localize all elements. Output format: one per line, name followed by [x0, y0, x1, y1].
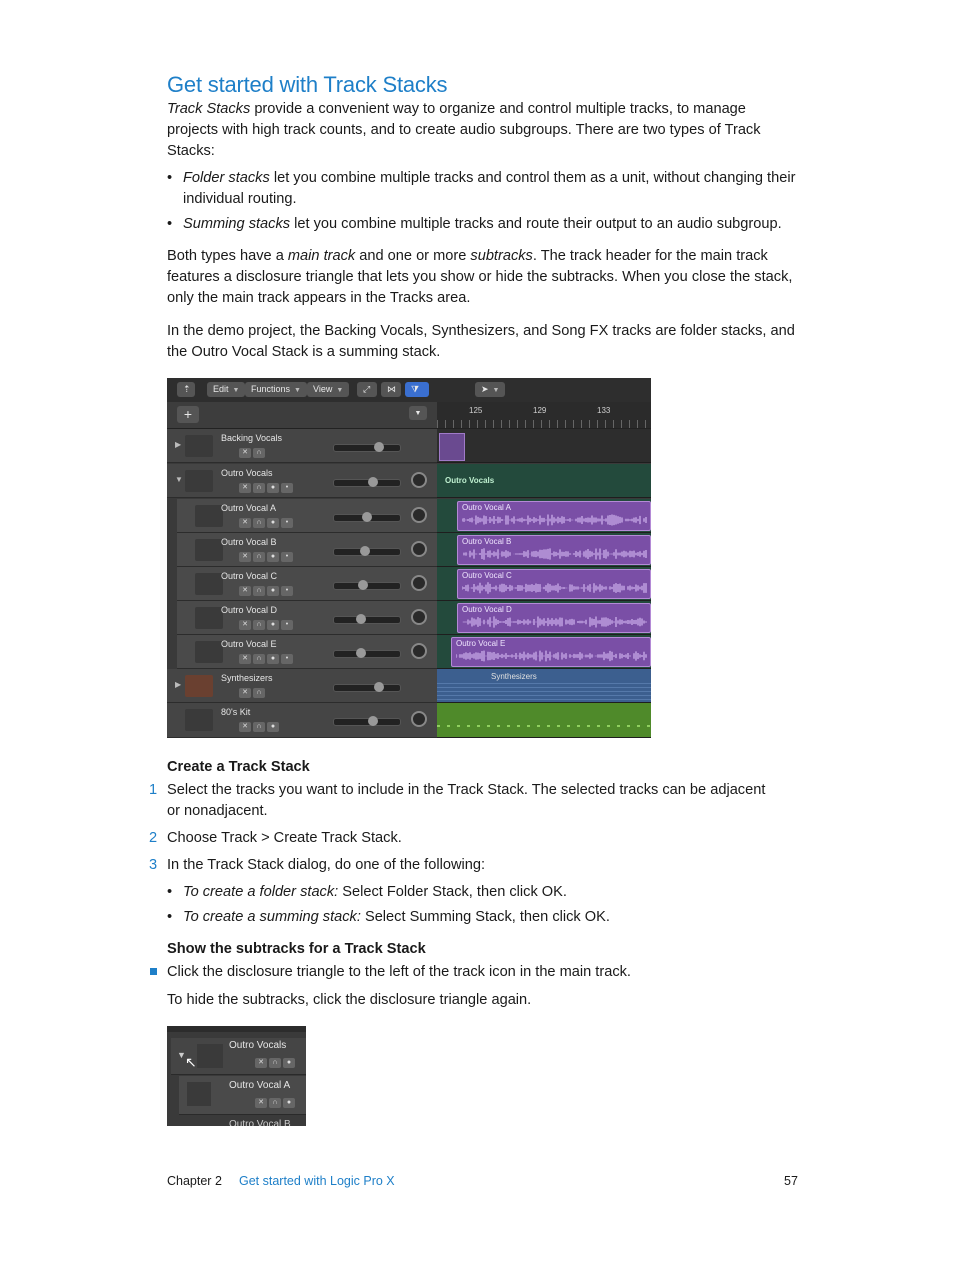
lane-outro-vocal-d[interactable] — [437, 601, 651, 635]
track-outro-vocal-b[interactable] — [177, 533, 437, 567]
type-item-folder — [183, 168, 798, 210]
record-icon[interactable]: ● — [267, 722, 279, 732]
region-outro-vocal-b[interactable] — [457, 535, 651, 565]
step-text: Select the tracks you want to include in the Track Stack. The selected tracks can be adjacent or nonadjacent. — [167, 782, 766, 819]
text-italic: main track — [287, 248, 356, 264]
bullet-marker: • — [167, 216, 173, 232]
volume-fader[interactable] — [333, 650, 401, 658]
footer-chapter: Chapter 2 — [167, 1174, 222, 1188]
ruler-tick: 129 — [533, 406, 547, 415]
mute-icon[interactable]: ✕ — [255, 1058, 267, 1068]
headphones-icon[interactable]: ∩ — [253, 654, 265, 664]
fader-knob[interactable] — [368, 477, 378, 487]
intro-paragraph — [167, 99, 797, 162]
track-name: Backing Vocals — [221, 433, 283, 443]
type-term: Summing stacks — [183, 216, 291, 232]
intro-rest: provide a convenient way to organize and control multiple tracks, to manage projects with high track counts, and to create audio subgroups. There are two types of Track Stacks: — [167, 101, 761, 159]
pan-knob[interactable] — [411, 609, 427, 625]
collapse-icon[interactable]: ▼ — [409, 406, 427, 420]
flex-icon[interactable]: ⧩ — [405, 382, 429, 397]
mic-icon — [185, 470, 213, 492]
disclosure-triangle-icon[interactable]: ▼ — [177, 1050, 186, 1060]
pan-knob[interactable] — [411, 575, 427, 591]
record-icon[interactable]: ● — [267, 654, 279, 664]
headphones-icon[interactable]: ∩ — [253, 518, 265, 528]
toolbar — [167, 378, 651, 403]
keyboard-icon — [185, 675, 213, 697]
lane-backing-vocals[interactable] — [437, 429, 651, 463]
crop-top-edge — [167, 1026, 306, 1032]
track-outro-vocal-c[interactable] — [177, 567, 437, 601]
pan-knob[interactable] — [411, 472, 427, 488]
step-text: Choose Track > Create Track Stack. — [167, 830, 402, 846]
track-name: Outro Vocal B — [221, 537, 277, 547]
text-run: and one or more — [355, 248, 471, 264]
input-icon[interactable]: • — [281, 620, 293, 630]
edit-label: Edit — [213, 384, 229, 394]
headphones-icon[interactable]: ∩ — [253, 586, 265, 596]
region-label: Outro Vocal B — [462, 537, 512, 546]
waveform — [462, 581, 648, 595]
mute-icon[interactable]: ✕ — [239, 518, 251, 528]
fader-knob[interactable] — [374, 682, 384, 692]
option-folder-stack — [183, 882, 798, 903]
headphones-icon[interactable]: ∩ — [253, 483, 265, 493]
ruler-tick: 125 — [469, 406, 483, 415]
track-buttons — [255, 1058, 297, 1076]
lane-outro-vocal-c[interactable] — [437, 567, 651, 601]
text-run: . The track header for the main track features a disclosure triangle that lets you show or hide the subtracks. When you close the stack, only the main track appears in the Tracks area. — [167, 248, 793, 306]
track-name: Outro Vocal A — [221, 503, 277, 513]
record-icon[interactable]: ● — [267, 483, 279, 493]
mute-icon[interactable]: ✕ — [239, 722, 251, 732]
bullet-marker: • — [167, 909, 173, 925]
region-label: Outro Vocal D — [462, 605, 512, 614]
catch-icon[interactable]: ⤢ — [357, 382, 377, 397]
chevron-down-icon: ▼ — [294, 387, 301, 394]
region-outro-vocal-d[interactable] — [457, 603, 651, 633]
mute-icon[interactable]: ✕ — [239, 620, 251, 630]
step-text: In the Track Stack dialog, do one of the following: — [167, 857, 486, 873]
lane-label: Outro Vocals — [445, 476, 495, 485]
waveform — [462, 615, 648, 629]
lane-label: Synthesizers — [491, 672, 537, 681]
mic-icon — [195, 641, 223, 663]
fader-knob[interactable] — [358, 580, 368, 590]
track-name: Outro Vocal A — [229, 1080, 291, 1091]
fader-knob[interactable] — [356, 614, 366, 624]
track-name: Outro Vocal E — [221, 639, 277, 649]
mute-icon[interactable]: ✕ — [255, 1098, 267, 1108]
headphones-icon[interactable]: ∩ — [253, 552, 265, 562]
ruler-ticks — [437, 420, 651, 428]
back-icon[interactable]: ⇡ — [177, 382, 195, 397]
fader-knob[interactable] — [360, 546, 370, 556]
mute-icon[interactable]: ✕ — [239, 688, 251, 698]
volume-fader[interactable] — [333, 444, 401, 452]
option-summing-stack — [183, 907, 798, 928]
page-title: Get started with Track Stacks — [167, 72, 448, 97]
record-icon[interactable]: ● — [267, 586, 279, 596]
heading-create-track-stack: Create a Track Stack — [167, 759, 310, 775]
record-icon[interactable]: ● — [283, 1098, 295, 1108]
volume-fader[interactable] — [333, 479, 401, 487]
track-outro-vocal-a[interactable] — [177, 499, 437, 533]
step-number: 1 — [149, 782, 158, 798]
drum-pattern — [437, 725, 651, 727]
input-icon[interactable]: • — [281, 654, 293, 664]
fader-knob[interactable] — [356, 648, 366, 658]
step-number: 2 — [149, 830, 158, 846]
region-outro-vocal-a[interactable] — [457, 501, 651, 531]
pan-knob[interactable] — [411, 541, 427, 557]
mic-icon — [187, 1082, 211, 1106]
view-menu[interactable] — [307, 382, 349, 397]
region-outro-vocal-c[interactable] — [457, 569, 651, 599]
headphones-icon[interactable]: ∩ — [269, 1058, 281, 1068]
mic-icon — [195, 573, 223, 595]
track-name: Outro Vocals — [229, 1040, 287, 1051]
record-icon[interactable]: ● — [267, 518, 279, 528]
track-name: 80's Kit — [221, 707, 251, 717]
waveform — [462, 547, 648, 561]
crop-track-outro-vocals[interactable] — [171, 1038, 306, 1075]
track-outro-vocal-d[interactable] — [177, 601, 437, 635]
waveform-path — [462, 616, 646, 627]
bullet-marker: • — [167, 884, 173, 900]
track-name: Outro Vocal B — [229, 1119, 291, 1126]
disclosure-triangle-icon[interactable]: ▶ — [175, 680, 182, 689]
pointer-tool-icon[interactable]: ➤ ▼ — [475, 382, 505, 397]
volume-fader[interactable] — [333, 718, 401, 726]
input-icon[interactable]: • — [281, 586, 293, 596]
input-icon[interactable]: • — [281, 518, 293, 528]
record-icon[interactable]: ● — [267, 552, 279, 562]
waveform-path — [462, 582, 646, 593]
mic-icon — [195, 505, 223, 527]
input-icon[interactable]: • — [281, 483, 293, 493]
crop-track-outro-vocal-a[interactable] — [179, 1076, 306, 1115]
tracks-area-screenshot — [167, 378, 651, 738]
volume-fader[interactable] — [333, 582, 401, 590]
track-name: Outro Vocal D — [221, 605, 278, 615]
lane-outro-vocal-a[interactable] — [437, 499, 651, 533]
fader-knob[interactable] — [362, 512, 372, 522]
link-icon[interactable]: ⋈ — [381, 382, 401, 397]
lane-outro-vocal-b[interactable] — [437, 533, 651, 567]
drum-icon — [185, 709, 213, 731]
type-desc: let you combine multiple tracks and route their output to an audio subgroup. — [290, 216, 782, 232]
mute-icon[interactable]: ✕ — [239, 654, 251, 664]
pan-knob[interactable] — [411, 711, 427, 727]
region-label: Outro Vocal E — [456, 639, 506, 648]
midi-lines — [437, 683, 651, 701]
lane-outro-vocal-e[interactable] — [437, 635, 651, 669]
volume-fader[interactable] — [333, 616, 401, 624]
type-desc: let you combine multiple tracks and control them as a unit, without changing their individual routing. — [183, 170, 796, 207]
chevron-down-icon: ▼ — [232, 387, 240, 394]
step-number: 3 — [149, 857, 158, 873]
pan-knob[interactable] — [411, 643, 427, 659]
ruler[interactable] — [437, 402, 651, 429]
lane-outro-vocals[interactable] — [437, 464, 651, 498]
square-bullet — [150, 968, 157, 975]
track-name: Outro Vocal C — [221, 571, 278, 581]
chevron-down-icon: ▼ — [336, 387, 344, 394]
region-outro-vocal-e[interactable] — [451, 637, 651, 667]
track-buttons — [255, 1098, 297, 1116]
view-label: View — [313, 384, 333, 394]
track-outro-vocals[interactable] — [167, 464, 437, 498]
add-track-button[interactable]: + — [177, 406, 199, 423]
mute-icon[interactable]: ✕ — [239, 448, 251, 458]
track-name: Outro Vocals — [221, 468, 273, 478]
headphones-icon[interactable]: ∩ — [253, 722, 265, 732]
type-item-summing — [183, 214, 798, 235]
region-label: Outro Vocal A — [462, 503, 511, 512]
option-term: To create a folder stack: — [183, 884, 339, 900]
disclosure-triangle-icon[interactable]: ▼ — [175, 475, 183, 484]
mute-icon[interactable]: ✕ — [239, 586, 251, 596]
headphones-icon[interactable]: ∩ — [269, 1098, 281, 1108]
functions-menu[interactable] — [245, 382, 307, 397]
mute-icon[interactable]: ✕ — [239, 483, 251, 493]
track-synthesizers[interactable] — [167, 669, 437, 703]
type-term: Folder stacks — [183, 170, 270, 186]
volume-fader[interactable] — [333, 548, 401, 556]
track-outro-vocal-e[interactable] — [177, 635, 437, 669]
text-run: Both types have a — [167, 248, 288, 264]
mute-icon[interactable]: ✕ — [239, 552, 251, 562]
pan-knob[interactable] — [411, 507, 427, 523]
record-icon[interactable]: ● — [283, 1058, 295, 1068]
bullet-marker: • — [167, 170, 173, 186]
option-desc: Select Folder Stack, then click OK. — [338, 884, 567, 900]
record-icon[interactable]: ● — [267, 620, 279, 630]
para-main-track — [167, 246, 797, 309]
volume-fader[interactable] — [333, 684, 401, 692]
footer-chapter-link[interactable]: Get started with Logic Pro X — [239, 1174, 395, 1188]
text-italic: subtracks — [470, 248, 533, 264]
para-demo-project: In the demo project, the Backing Vocals, Synthesizers, and Song FX tracks are folder stacks, and the Outro Vocal Stack is a summing stack. — [167, 323, 795, 360]
region-stub[interactable] — [439, 433, 465, 461]
lane-synthesizers[interactable] — [437, 669, 651, 703]
cursor-icon: ↖ — [185, 1054, 197, 1070]
instruction-text: Click the disclosure triangle to the left of the track icon in the main track. — [167, 964, 631, 980]
headphones-icon[interactable]: ∩ — [253, 448, 265, 458]
track-header-bar — [167, 402, 437, 429]
disclosure-screenshot — [167, 1026, 306, 1126]
region-label: Outro Vocal C — [462, 571, 512, 580]
waveform-path — [462, 548, 646, 559]
functions-label: Functions — [251, 384, 291, 394]
track-80s-kit[interactable] — [167, 703, 437, 738]
mic-icon — [195, 539, 223, 561]
fader-knob[interactable] — [368, 716, 378, 726]
disclosure-triangle-icon[interactable]: ▶ — [175, 440, 182, 449]
waveform-path — [456, 651, 646, 662]
track-backing-vocals[interactable] — [167, 429, 437, 463]
option-term: To create a summing stack: — [183, 909, 361, 925]
edit-menu[interactable] — [207, 382, 245, 397]
page-number: 57 — [784, 1174, 798, 1188]
track-name: Synthesizers — [221, 673, 273, 683]
mic-icon — [185, 435, 213, 457]
waveform-path — [462, 514, 646, 525]
mic-icon — [195, 607, 223, 629]
mic-icon — [197, 1044, 223, 1068]
input-icon[interactable]: • — [281, 552, 293, 562]
lane-80s-kit[interactable] — [437, 703, 651, 738]
waveform — [462, 513, 648, 527]
volume-fader[interactable] — [333, 514, 401, 522]
note-text: To hide the subtracks, click the disclosure triangle again. — [167, 992, 532, 1008]
ruler-tick: 133 — [597, 406, 611, 415]
intro-italic: Track Stacks — [167, 101, 251, 117]
waveform — [456, 649, 648, 663]
headphones-icon[interactable]: ∩ — [253, 688, 265, 698]
headphones-icon[interactable]: ∩ — [253, 620, 265, 630]
fader-knob[interactable] — [374, 442, 384, 452]
heading-show-subtracks: Show the subtracks for a Track Stack — [167, 941, 426, 957]
option-desc: Select Summing Stack, then click OK. — [360, 909, 610, 925]
